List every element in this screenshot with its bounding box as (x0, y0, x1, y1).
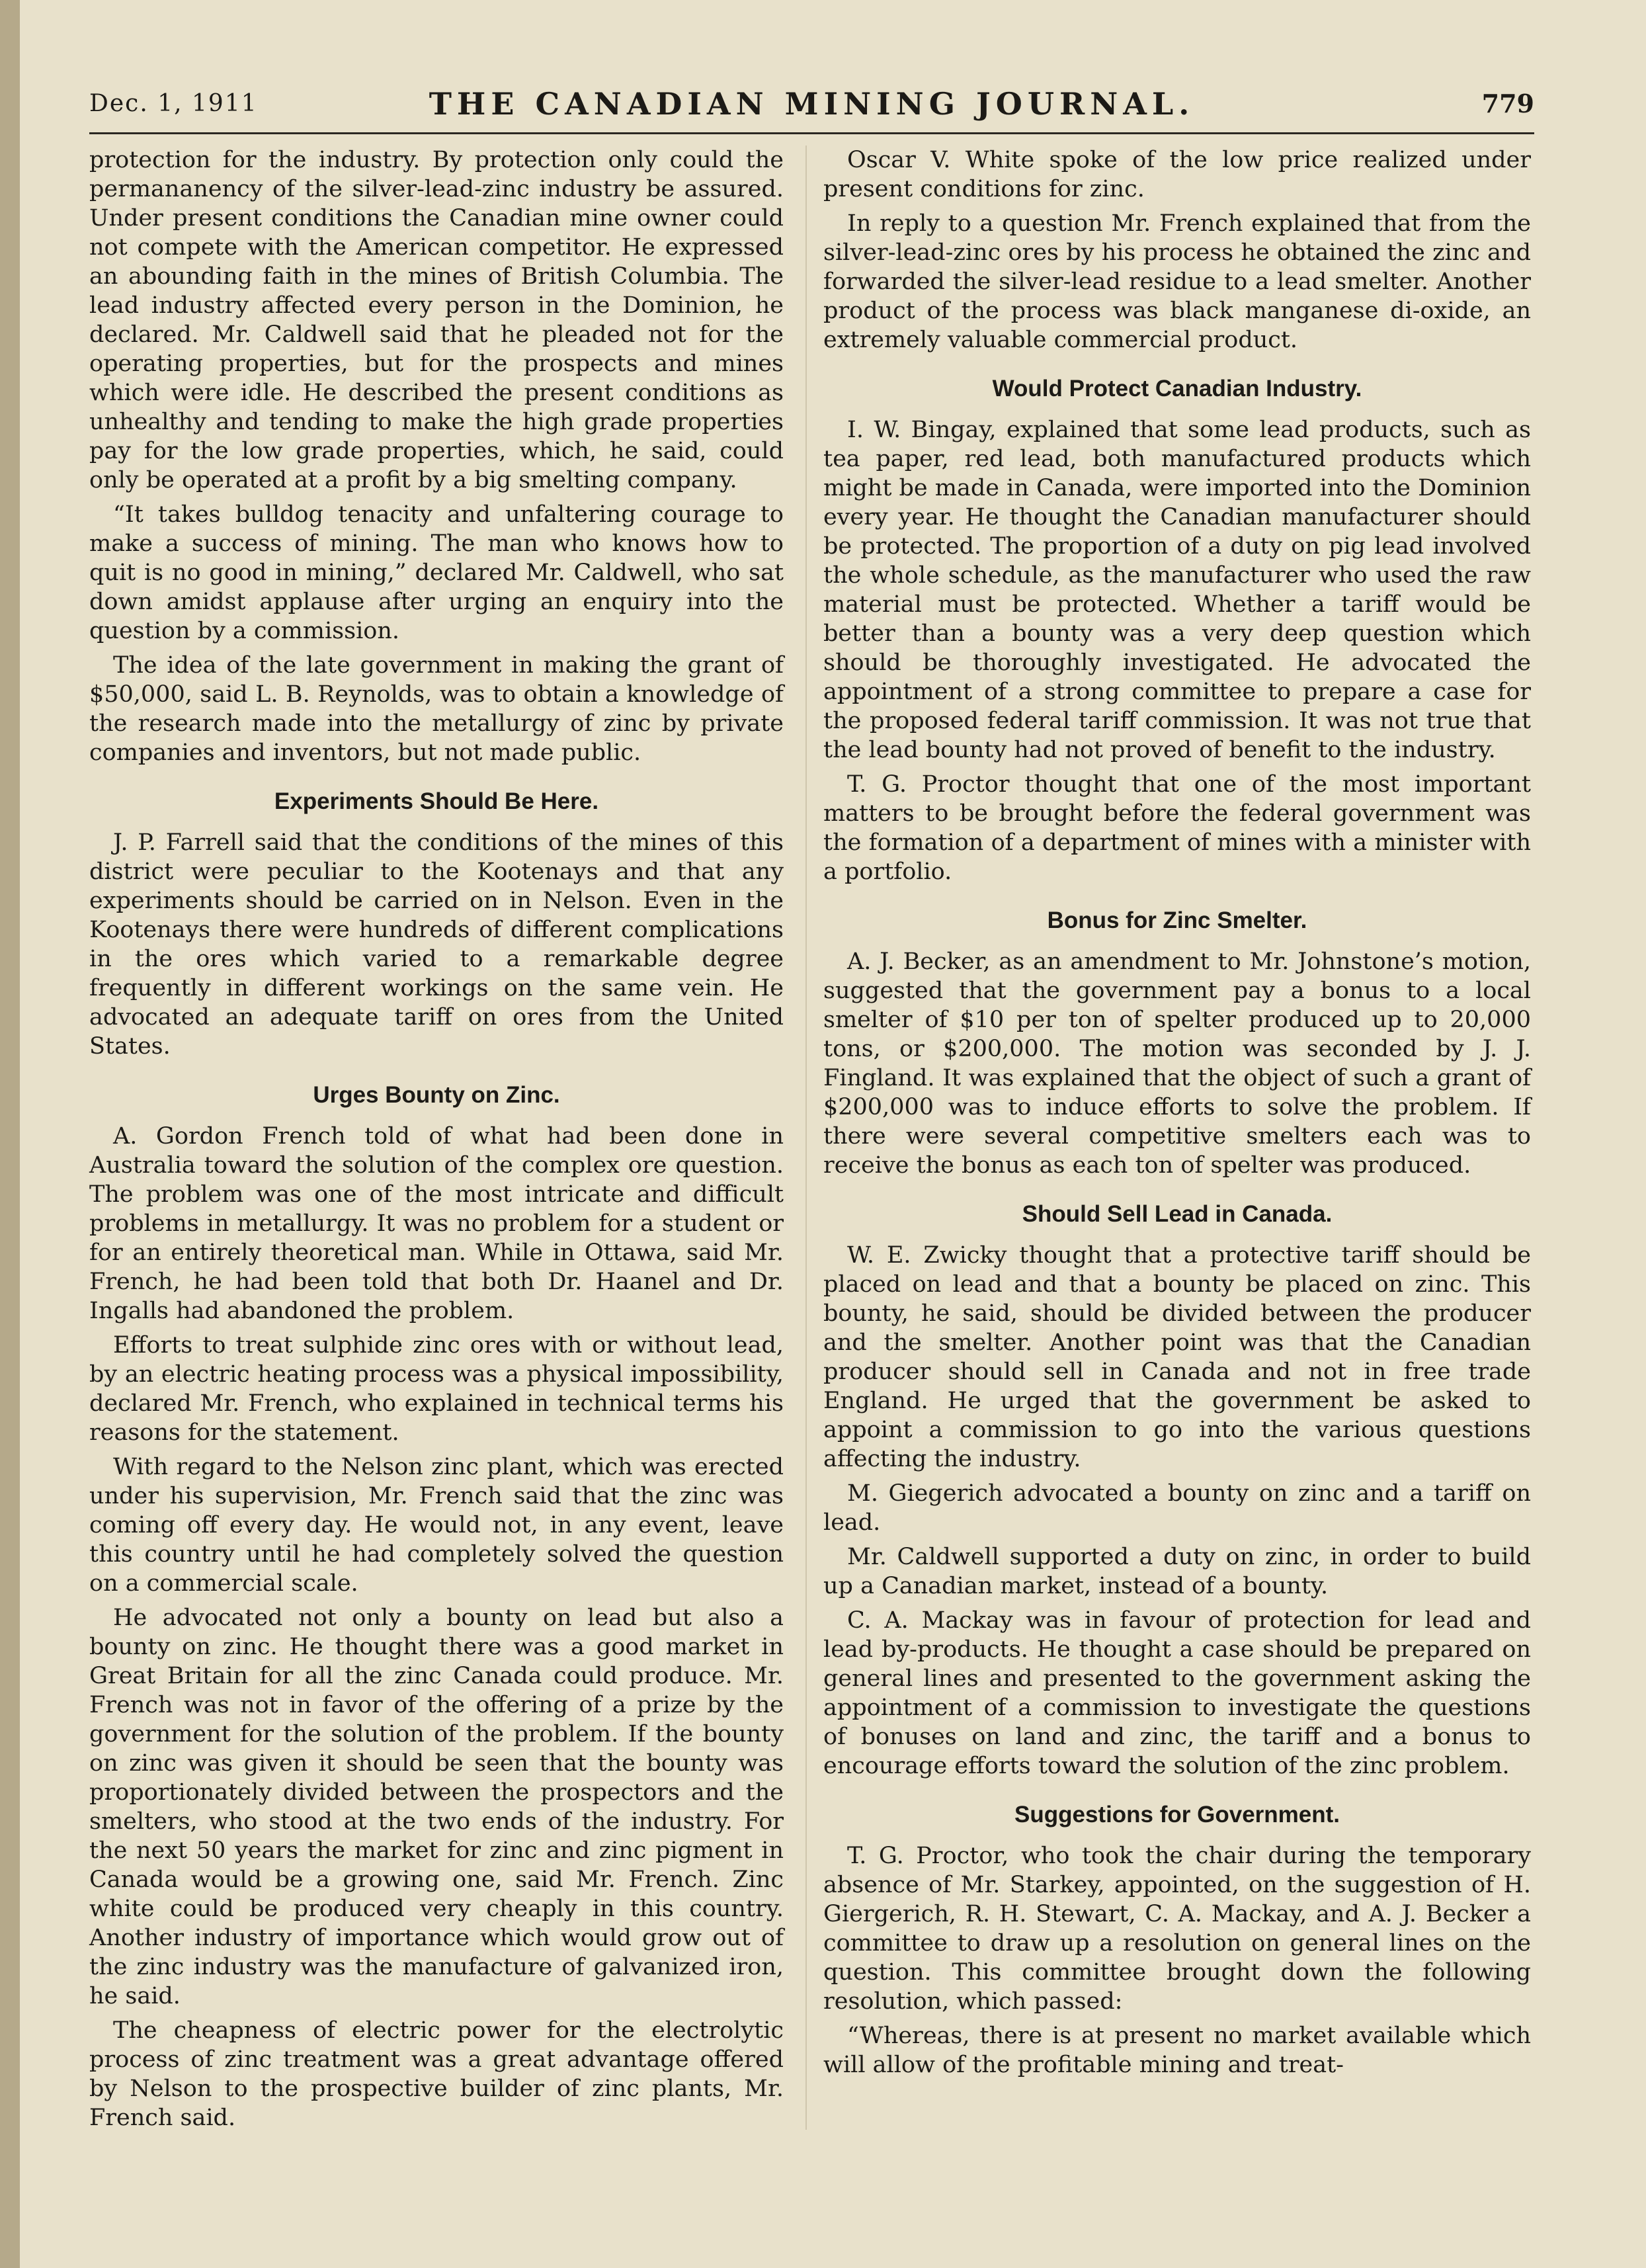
article-paragraph: I. W. Bingay, explained that some lead products, such as tea paper, red lead, both manufactured products which might be made in Canada, were imported into the Dominion every year. He thought the Canadian manufacturer should be protected. The proportion of a duty on pig lead involved the whole schedule, as the manufacturer who used the raw material must be protected. Whether a tariff would be better than a bounty was a very deep question which should be thoroughly investigated. He advocated the appointment of a strong committee to prepare a case for the proposed federal tariff commission. It was not true that the lead bounty had not proved of benefit to the industry. (823, 417, 1531, 763)
section-heading: Experiments Should Be Here. (274, 788, 599, 814)
article-paragraph: The idea of the late government in making the grant of $50,000, said L. B. Reynolds, was to obtain a knowledge of the research made into the metallurgy of zinc by private companies and inventors, but not made public. (89, 652, 784, 766)
article-paragraph: W. E. Zwicky thought that a protective tariff should be placed on lead and that a bounty be placed on zinc. This bounty, he said, should be divided between the producer and the smelter. Another point was that the Canadian producer should sell in Canada and not in free trade England. He urged that the government be asked to appoint a commission to go into the various questions affecting the industry. (823, 1242, 1531, 1472)
right-column (823, 146, 1531, 2085)
article-paragraph: “It takes bulldog tenacity and unfaltering courage to make a success of mining. The man who knows how to quit is no good in mining,” declared Mr. Caldwell, who sat down amidst applause after urging an enquiry into the question by a commission. (89, 501, 784, 644)
page-spine-shadow (0, 0, 20, 2268)
article-paragraph: He advocated not only a bounty on lead but also a bounty on zinc. He thought there was a good market in Great Britain for all the zinc Canada could produce. Mr. French was not in favor of the offering of a prize by the government for the solution of the problem. If the bounty on zinc was given it should be seen that the bounty was proportionately divided between the prospectors and the smelters, who stood at the two ends of the industry. For the next 50 years the market for zinc and zinc pigment in Canada would be a growing one, said Mr. French. Zinc white could be produced very cheaply in this country. Another industry of importance which would grow out of the zinc industry was the manufacture of galvanized iron, he said. (89, 1605, 784, 2009)
article-paragraph: With regard to the Nelson zinc plant, which was erected under his supervision, Mr. French said that the zinc was coming off every day. He would not, in any event, leave this country until he had completely solved the question on a commercial scale. (89, 1454, 784, 1597)
article-paragraph: J. P. Farrell said that the conditions of the mines of this district were peculiar to the Kootenays and that any experiments should be carried on in Nelson. Even in the Kootenays there were hundreds of different complications in the ores which varied to a remarkable degree frequently in different workings on the same vein. He advocated an adequate tariff on ores from the United States. (89, 829, 784, 1060)
header-date: Dec. 1, 1911 (89, 90, 258, 117)
article-paragraph: Mr. Caldwell supported a duty on zinc, in order to build up a Canadian market, instead of a bounty. (823, 1544, 1531, 1599)
left-column (89, 146, 784, 2138)
column-divider (805, 146, 807, 2130)
article-paragraph: “Whereas, there is at present no market available which will allow of the profitable mining and treat- (823, 2023, 1531, 2078)
page-number: 779 (1481, 89, 1534, 118)
article-paragraph: Oscar V. White spoke of the low price realized under present conditions for zinc. (823, 147, 1531, 202)
article-paragraph: M. Giegerich advocated a bounty on zinc and a tariff on lead. (823, 1480, 1531, 1536)
article-paragraph: protection for the industry. By protection only could the permananency of the silver-lead-zinc industry be assured. Under present conditions the Canadian mine owner could not compete with the American competitor. He expressed an abounding faith in the mines of British Columbia. The lead industry affected every person in the Dominion, he declared. Mr. Caldwell said that he pleaded not for the operating properties, but for the prospects and mines which were idle. He described the present conditions as unhealthy and tending to make the high grade properties pay for the low grade properties, which, he said, could only be operated at a profit by a big smelting company. (89, 147, 784, 493)
section-heading: Suggestions for Government. (1014, 1802, 1340, 1827)
section-heading: Should Sell Lead in Canada. (1022, 1201, 1333, 1227)
section-heading: Bonus for Zinc Smelter. (1047, 907, 1307, 933)
article-paragraph: C. A. Mackay was in favour of protection for lead and lead by-products. He thought a case should be prepared on general lines and presented to the government asking the appointment of a commission to investigate the questions of bonuses on land and zinc, the tariff and a bonus to encourage efforts toward the solution of the zinc problem. (823, 1607, 1531, 1779)
article-paragraph: The cheapness of electric power for the electrolytic process of zinc treatment was a great advantage offered by Nelson to the prospective builder of zinc plants, Mr. French said. (89, 2017, 784, 2131)
article-paragraph: T. G. Proctor thought that one of the most important matters to be brought before the federal government was the formation of a department of mines with a minister with a portfolio. (823, 771, 1531, 885)
page-header (89, 79, 1534, 134)
article-paragraph: A. J. Becker, as an amendment to Mr. Johnstone’s motion, suggested that the government pay a bonus to a local smelter of $10 per ton of spelter produced up to 20,000 tons, or $200,000. The motion was seconded by J. J. Fingland. It was explained that the object of such a grant of $200,000 was to induce efforts to solve the problem. If there were several competitive smelters each was to receive the bonus as each ton of spelter was produced. (823, 948, 1531, 1179)
article-paragraph: T. G. Proctor, who took the chair during the temporary absence of Mr. Starkey, appointed, on the suggestion of H. Giergerich, R. H. Stewart, C. A. Mackay, and A. J. Becker a committee to draw up a resolution on general lines on the question. This committee brought down the following resolution, which passed: (823, 1843, 1531, 2015)
section-heading: Would Protect Canadian Industry. (992, 376, 1362, 401)
article-paragraph: Efforts to treat sulphide zinc ores with or without lead, by an electric heating process was a physical impossibility, declared Mr. French, who explained in technical terms his reasons for the statement. (89, 1332, 784, 1446)
journal-title: THE CANADIAN MINING JOURNAL. (429, 86, 1195, 122)
article-paragraph: A. Gordon French told of what had been done in Australia toward the solution of the complex ore question. The problem was one of the most intricate and difficult problems in metallurgy. It was no problem for a student or for an entirely theoretical man. While in Ottawa, said Mr. French, he had been told that both Dr. Haanel and Dr. Ingalls had abandoned the problem. (89, 1123, 784, 1324)
article-paragraph: In reply to a question Mr. French explained that from the silver-lead-zinc ores by his process he obtained the zinc and forwarded the silver-lead residue to a lead smelter. Another product of the process was black manganese di-oxide, an extremely valuable commercial product. (823, 210, 1531, 353)
section-heading: Urges Bounty on Zinc. (313, 1082, 560, 1108)
